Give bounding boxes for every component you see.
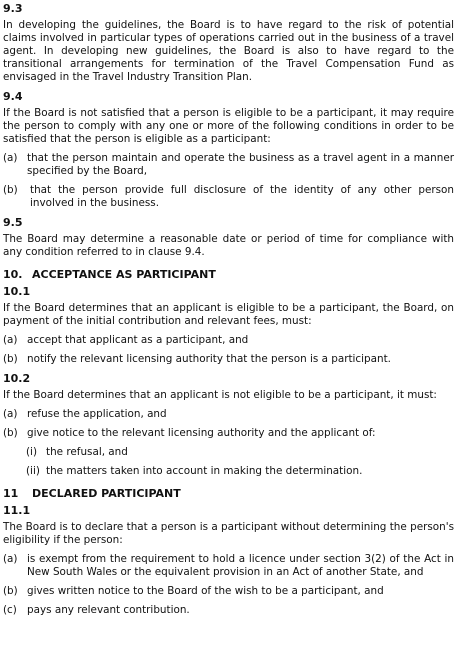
section-number: 10. — [3, 268, 23, 281]
clause-10-2-item-b — [3, 427, 454, 440]
section-title: DECLARED PARTICIPANT — [32, 487, 181, 500]
item-text: notify the relevant licensing authority that the person is a participant. — [27, 353, 391, 365]
item-text: that the person maintain and operate the business as a travel agent in a manner specified by the Board, — [27, 152, 454, 177]
section-title: ACCEPTANCE AS PARTICIPANT — [32, 268, 216, 281]
item-label: (a) — [3, 553, 18, 565]
item-label: (b) — [3, 353, 18, 365]
clause-9-4-intro: If the Board is not satisfied that a person is eligible to be a participant, it may require the person to comply with any one or more of the following conditions in order to be satisfied that the person is eligible as a participant: — [3, 107, 454, 145]
clause-10-1-item-b — [3, 353, 454, 366]
subitem-text: the refusal, and — [46, 446, 128, 458]
section-number: 11 — [3, 487, 19, 500]
item-label: (b) — [3, 427, 18, 439]
item-label: (c) — [3, 604, 17, 616]
clause-number-9-4: 9.4 — [3, 90, 23, 103]
clause-9-4-item-b — [3, 184, 454, 210]
item-text: accept that applicant as a participant, and — [27, 334, 249, 346]
clause-10-2-subitem-ii — [26, 465, 454, 478]
item-label: (b) — [3, 184, 18, 196]
subitem-label: (i) — [26, 446, 37, 458]
item-label: (a) — [3, 152, 18, 164]
clause-9-3-text: In developing the guidelines, the Board is to have regard to the risk of potential claims involved in particular types of operations carried out in the business of a travel agent. In developing new guidelines, the Board is also to have regard to the transitional arrangements for termination of the Travel Compensation Fund as envisaged in the Travel Industry Transition Plan. — [3, 19, 454, 83]
clause-number-9-5: 9.5 — [3, 216, 23, 229]
clause-10-1-intro: If the Board determines that an applicant is eligible to be a participant, the Board, on payment of the initial contribution and relevant fees, must: — [3, 302, 454, 327]
clause-11-1-item-c — [3, 604, 454, 617]
item-text: give notice to the relevant licensing authority and the applicant of: — [27, 427, 376, 439]
subitem-label: (ii) — [26, 465, 40, 477]
item-text: gives written notice to the Board of the wish to be a participant, and — [27, 585, 384, 597]
item-text: that the person provide full disclosure of the identity of any other person involved in the business. — [30, 184, 454, 209]
section-heading-11 — [3, 487, 454, 500]
clause-number-11-1: 11.1 — [3, 504, 31, 517]
clause-number-10-2: 10.2 — [3, 372, 31, 385]
item-text: pays any relevant contribution. — [27, 604, 190, 616]
clause-10-1-item-a — [3, 334, 454, 347]
clause-9-4-item-a — [3, 152, 454, 178]
clause-10-2-item-a — [3, 408, 454, 421]
item-label: (a) — [3, 334, 18, 346]
clause-11-1-item-b — [3, 585, 454, 598]
section-heading-10 — [3, 268, 454, 281]
subitem-text: the matters taken into account in making the determination. — [46, 465, 363, 477]
item-label: (b) — [3, 585, 18, 597]
clause-9-5-text: The Board may determine a reasonable date or period of time for compliance with any condition referred to in clause 9.4. — [3, 233, 454, 258]
clause-10-2-subitem-i — [26, 446, 454, 459]
item-text: is exempt from the requirement to hold a licence under section 3(2) of the Act in New South Wales or the equivalent provision in an Act of another State, and — [27, 553, 454, 578]
clause-11-1-item-a — [3, 553, 454, 579]
clause-number-9-3: 9.3 — [3, 2, 23, 15]
clause-10-2-intro: If the Board determines that an applicant is not eligible to be a participant, it must: — [3, 389, 437, 401]
clause-11-1-intro: The Board is to declare that a person is a participant without determining the person's eligibility if the person: — [3, 521, 454, 546]
item-text: refuse the application, and — [27, 408, 167, 420]
clause-number-10-1: 10.1 — [3, 285, 31, 298]
item-label: (a) — [3, 408, 18, 420]
